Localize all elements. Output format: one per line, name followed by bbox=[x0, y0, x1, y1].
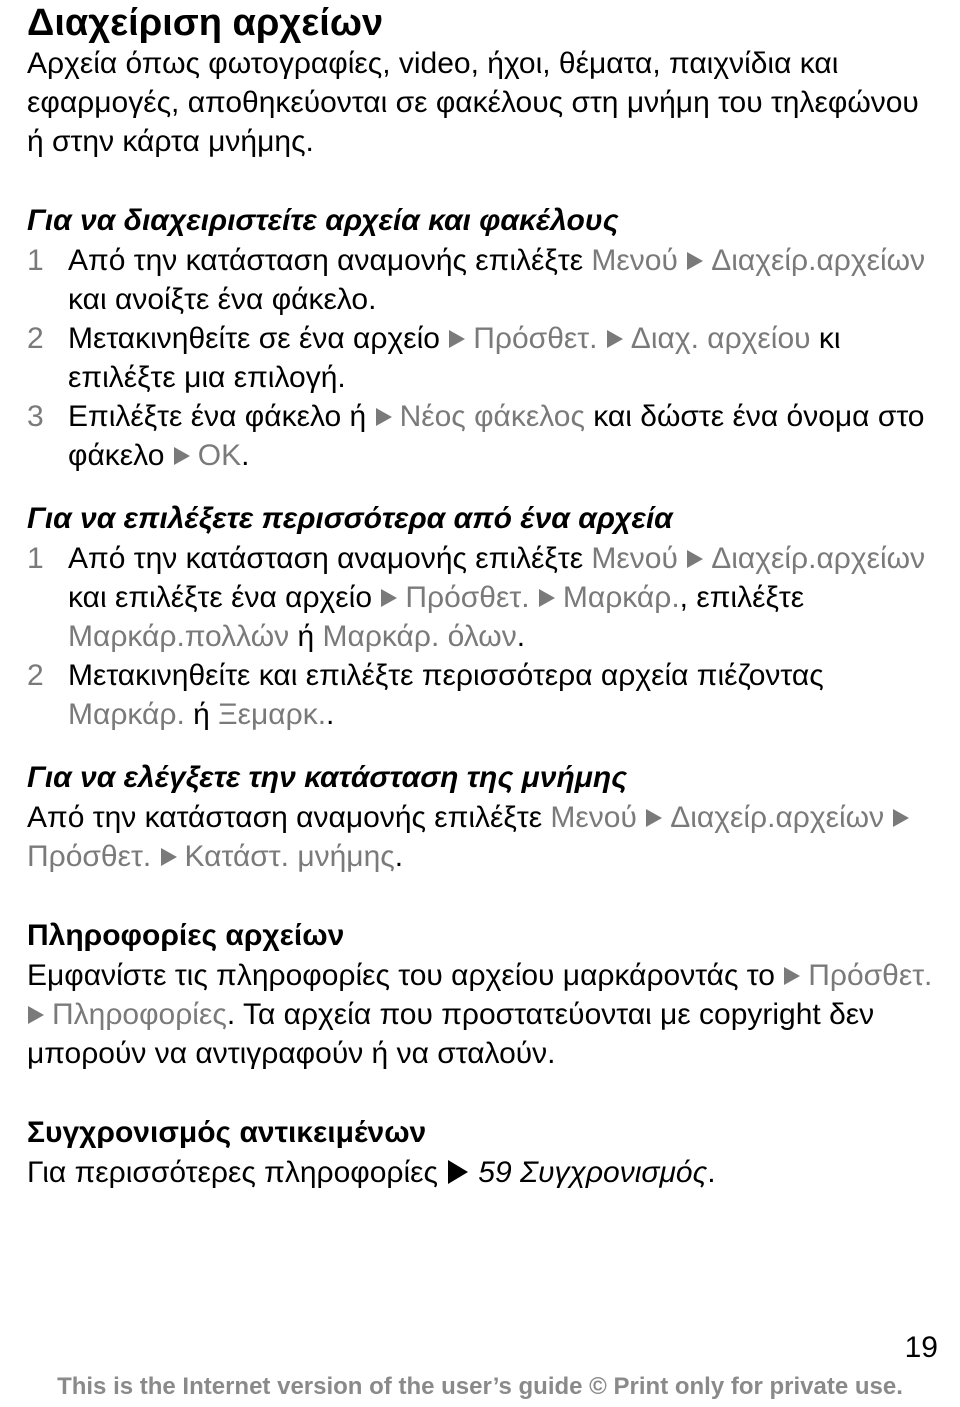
step-text: Μετακινηθείτε σε ένα αρχείο Πρόσθετ. Διαχ. αρχείου κι επιλέξτε μια επιλογή. bbox=[68, 322, 841, 394]
heading-sync: Συγχρονισμός αντικειμένων bbox=[27, 1116, 427, 1149]
menu-item: Πρόσθετ. bbox=[405, 581, 530, 614]
step-text: Από την κατάσταση αναμονής επιλέξτε Μενού Διαχείρ.αρχείων και ανοίξτε ένα φάκελο. bbox=[68, 244, 926, 316]
menu-path-arrow-icon bbox=[449, 330, 465, 348]
manual-page bbox=[27, 0, 942, 1192]
step-number: 1 bbox=[27, 542, 44, 575]
menu-item: Διαχείρ.αρχείων bbox=[711, 542, 926, 575]
step-number: 3 bbox=[27, 400, 44, 433]
step-2 bbox=[27, 319, 942, 397]
menu-path-arrow-icon bbox=[687, 252, 703, 270]
step-2 bbox=[27, 656, 942, 734]
step-text: Από την κατάσταση αναμονής επιλέξτε Μενού Διαχείρ.αρχείων και επιλέξτε ένα αρχείο Πρόσθετ. Μαρκάρ., επιλέξτε Μαρκάρ.πολλών ή Μαρκάρ. όλων. bbox=[68, 542, 926, 653]
menu-path-arrow-icon bbox=[607, 330, 623, 348]
menu-item: Μενού bbox=[550, 801, 637, 834]
step-number: 2 bbox=[27, 659, 44, 692]
step-text: Μετακινηθείτε και επιλέξτε περισσότερα αρχεία πιέζοντας Μαρκάρ. ή Ξεμαρκ.. bbox=[68, 659, 824, 731]
subheading-select-multiple: Για να επιλέξετε περισσότερα από ένα αρχεία bbox=[27, 502, 673, 535]
intro-paragraph: Αρχεία όπως φωτογραφίες, video, ήχοι, θέματα, παιχνίδια και εφαρμογές, αποθηκεύονται σε φακέλους στη μνήμη του τηλεφώνου ή στην κάρτα μνήμης. bbox=[27, 47, 919, 158]
step-1 bbox=[27, 241, 942, 319]
memory-status-text: Από την κατάσταση αναμονής επιλέξτε Μενού Διαχείρ.αρχείων Πρόσθετ. Κατάστ. μνήμης. bbox=[27, 798, 942, 876]
step-number: 2 bbox=[27, 322, 44, 355]
menu-path-arrow-icon bbox=[784, 967, 800, 985]
menu-item: Πρόσθετ. bbox=[27, 840, 152, 873]
menu-item: Πρόσθετ. bbox=[808, 959, 933, 992]
menu-item: Μαρκάρ. bbox=[68, 698, 185, 731]
menu-item: Κατάστ. μνήμης bbox=[184, 840, 395, 873]
menu-item: Μαρκάρ. όλων bbox=[322, 620, 517, 653]
menu-path-arrow-icon bbox=[893, 809, 909, 827]
step-3 bbox=[27, 397, 942, 475]
menu-path-arrow-icon bbox=[161, 848, 177, 866]
menu-item: Διαχείρ.αρχείων bbox=[670, 801, 885, 834]
menu-item: Μαρκάρ.πολλών bbox=[68, 620, 290, 653]
menu-path-arrow-icon bbox=[174, 447, 190, 465]
step-text: Επιλέξτε ένα φάκελο ή Νέος φάκελος και δώστε ένα όνομα στο φάκελο OK. bbox=[68, 400, 925, 472]
page-title: Διαχείριση αρχείων bbox=[27, 2, 384, 44]
cross-reference-link[interactable]: 59 Συγχρονισμός bbox=[478, 1156, 708, 1189]
step-1 bbox=[27, 539, 942, 656]
sync-text: Για περισσότερες πληροφορίες 59 Συγχρονισμός. bbox=[27, 1156, 716, 1189]
menu-item: Πληροφορίες bbox=[52, 998, 227, 1031]
step-number: 1 bbox=[27, 244, 44, 277]
heading-file-info: Πληροφορίες αρχείων bbox=[27, 919, 345, 952]
cross-reference-arrow-icon bbox=[448, 1160, 468, 1184]
subheading-memory-status: Για να ελέγξετε την κατάσταση της μνήμης bbox=[27, 761, 628, 794]
menu-path-arrow-icon bbox=[687, 550, 703, 568]
subheading-manage-files: Για να διαχειριστείτε αρχεία και φακέλους bbox=[27, 204, 619, 237]
footer-notice: This is the Internet version of the user’s guide © Print only for private use. bbox=[57, 1373, 903, 1400]
menu-path-arrow-icon bbox=[28, 1006, 44, 1024]
menu-item: Μαρκάρ. bbox=[562, 581, 680, 614]
menu-path-arrow-icon bbox=[381, 589, 397, 607]
menu-item: Πρόσθετ. bbox=[473, 322, 598, 355]
file-info-text: Εμφανίστε τις πληροφορίες του αρχείου μαρκάροντάς το Πρόσθετ. Πληροφορίες. Τα αρχεία που προστατεύονται με copyright δεν μπορούν να αντιγραφούν ή να σταλούν. bbox=[27, 959, 933, 1070]
menu-item: Ξεμαρκ. bbox=[218, 698, 327, 731]
page-number: 19 bbox=[904, 1331, 938, 1364]
menu-path-arrow-icon bbox=[539, 589, 555, 607]
menu-item: Νέος φάκελος bbox=[399, 400, 585, 433]
menu-path-arrow-icon bbox=[376, 408, 392, 426]
menu-item: Διαχείρ.αρχείων bbox=[711, 244, 926, 277]
menu-item: OK bbox=[197, 439, 242, 472]
menu-path-arrow-icon bbox=[646, 809, 662, 827]
menu-item: Μενού bbox=[591, 542, 678, 575]
menu-item: Διαχ. αρχείου bbox=[630, 322, 811, 355]
menu-item: Μενού bbox=[591, 244, 678, 277]
